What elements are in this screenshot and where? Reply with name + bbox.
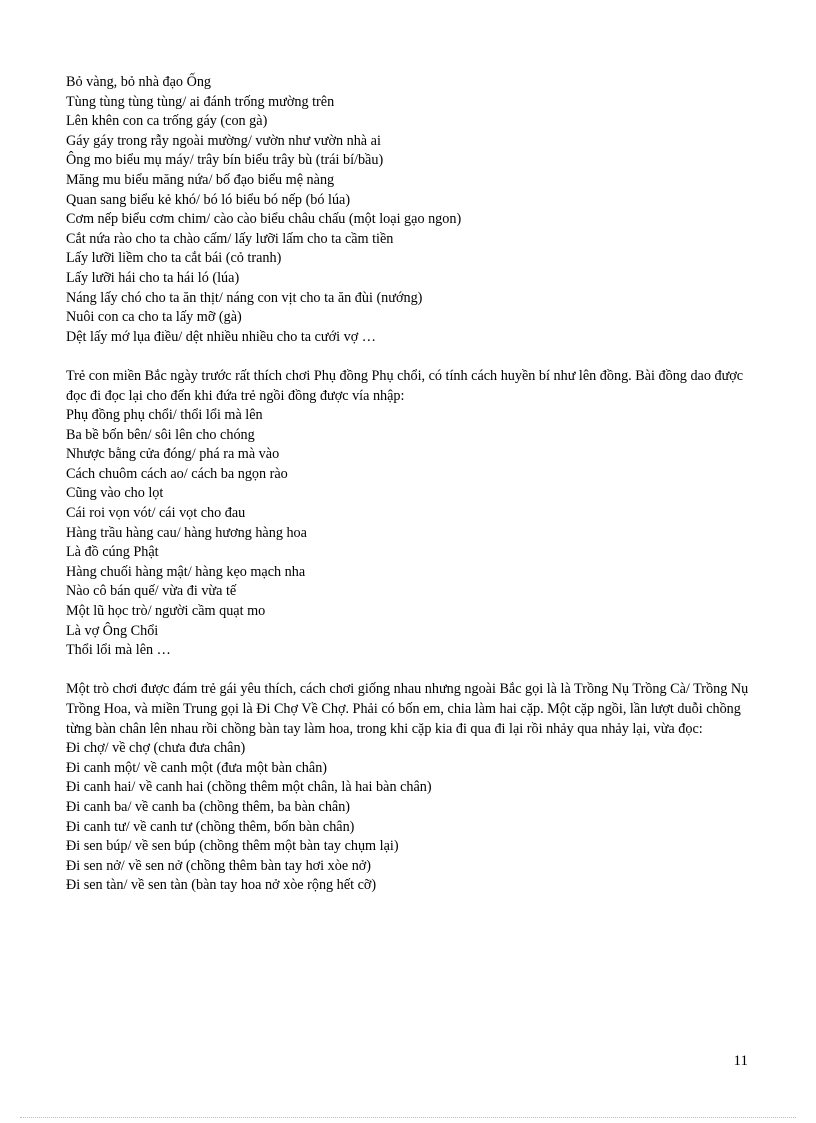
- verse-line: Ba bề bốn bên/ sôi lên cho chóng: [66, 426, 255, 443]
- verse-line: Đi sen tàn/ về sen tàn (bàn tay hoa nở xòe rộng hết cỡ): [66, 877, 377, 894]
- verse-line: Đi canh ba/ về canh ba (chồng thêm, ba bàn chân): [66, 798, 351, 815]
- verse-line: Đi canh hai/ về canh hai (chồng thêm một chân, là hai bàn chân): [66, 779, 432, 796]
- verse-line: Là đồ cúng Phật: [66, 544, 159, 561]
- verse-line: Đi canh tư/ về canh tư (chồng thêm, bốn bàn chân): [66, 818, 355, 835]
- verse-line: Lên khên con ca trống gáy (con gà): [66, 113, 268, 130]
- verse-line: Thổi lổi mà lên …: [66, 642, 171, 659]
- verse-line: Cơm nếp biểu cơm chim/ cào cào biểu châu chấu (một loại gạo ngon): [66, 211, 462, 228]
- verse-line: Cái roi vọn vót/ cái vọt cho đau: [66, 505, 246, 522]
- verse-line: Một lũ học trò/ người cầm quạt mo: [66, 603, 266, 620]
- section-intro: Một trò chơi được đám trẻ gái yêu thích, cách chơi giống nhau nhưng ngoài Bắc gọi là là Trồng Nụ Trồng Cà/ Trồng Nụ Trồng Hoa, và miền Trung gọi là Đi Chợ Về Chợ. Phải có bốn em, chia làm hai cặp. Một cặp ngồi, lần lượt duỗi chồng từng bàn chân lên nhau rồi chồng bàn tay làm hoa, trong khi cặp kia đi qua đi lại rồi nhảy qua nhảy lại, vừa đọc:: [66, 681, 749, 737]
- verse-line: Lấy lưỡi liềm cho ta cắt bái (cỏ tranh): [66, 250, 282, 267]
- verse-line: Cũng vào cho lọt: [66, 485, 164, 502]
- verse-line: Gáy gáy trong rẫy ngoài mường/ vườn như vườn nhà ai: [66, 132, 381, 149]
- verse-line: Nuôi con ca cho ta lấy mỡ (gà): [66, 309, 242, 326]
- section-intro: Trẻ con miền Bắc ngày trước rất thích chơi Phụ đồng Phụ chổi, có tính cách huyền bí như lên đồng. Bài đồng dao được đọc đi đọc lại cho đến khi đứa trẻ ngồi đồng được vía nhập:: [66, 367, 744, 404]
- verse-line: Đi sen búp/ về sen búp (chồng thêm một bàn tay chụm lại): [66, 838, 399, 855]
- verse-line: Đi canh một/ về canh một (đưa một bàn chân): [66, 759, 328, 776]
- verse-line: Hàng chuối hàng mật/ hàng kẹo mạch nha: [66, 563, 306, 580]
- paragraph-gap: [66, 661, 756, 681]
- page-number: 11: [733, 1053, 748, 1069]
- verse-section-2: [66, 367, 756, 661]
- verse-line: Măng mu biểu măng nứa/ bố đạo biểu mệ nàng: [66, 171, 335, 188]
- verse-line: Phụ đồng phụ chổi/ thổi lổi mà lên: [66, 407, 263, 424]
- verse-line: Dệt lấy mớ lụa điều/ dệt nhiều nhiều cho ta cưới vợ …: [66, 328, 376, 345]
- verse-line: Cắt nứa rào cho ta chào cấm/ lấy lưỡi lấm cho ta cầm tiền: [66, 230, 394, 247]
- verse-section-3: [66, 680, 756, 896]
- verse-line: Đi sen nở/ về sen nở (chồng thêm bàn tay hơi xòe nở): [66, 857, 372, 874]
- verse-line: Náng lấy chó cho ta ăn thịt/ náng con vịt cho ta ăn đùi (nướng): [66, 289, 423, 306]
- verse-line: Nhược bằng cửa đóng/ phá ra mà vào: [66, 446, 280, 463]
- verse-line: Nào cô bán quế/ vừa đi vừa tế: [66, 583, 237, 600]
- verse-line: Là vợ Ông Chổi: [66, 622, 159, 639]
- footer-divider: [20, 1117, 796, 1118]
- verse-line: Tùng tùng tùng tùng/ ai đánh trống mường trên: [66, 93, 335, 110]
- verse-line: Cách chuôm cách ao/ cách ba ngọn rào: [66, 465, 288, 482]
- page-content: [66, 73, 756, 896]
- verse-line: Lấy lưỡi hái cho ta hái ló (lúa): [66, 269, 240, 286]
- verse-line: Đi chợ/ về chợ (chưa đưa chân): [66, 740, 246, 757]
- verse-line: Quan sang biểu kẻ khó/ bó ló biểu bó nếp (bó lúa): [66, 191, 351, 208]
- paragraph-gap: [66, 347, 756, 367]
- verse-line: Ông mo biểu mụ máy/ trây bín biểu trây bù (trái bí/bầu): [66, 152, 384, 169]
- verse-section-1: [66, 73, 756, 347]
- verse-line: Bỏ vàng, bỏ nhà đạo Ống: [66, 74, 212, 90]
- verse-line: Hàng trầu hàng cau/ hàng hương hàng hoa: [66, 524, 307, 541]
